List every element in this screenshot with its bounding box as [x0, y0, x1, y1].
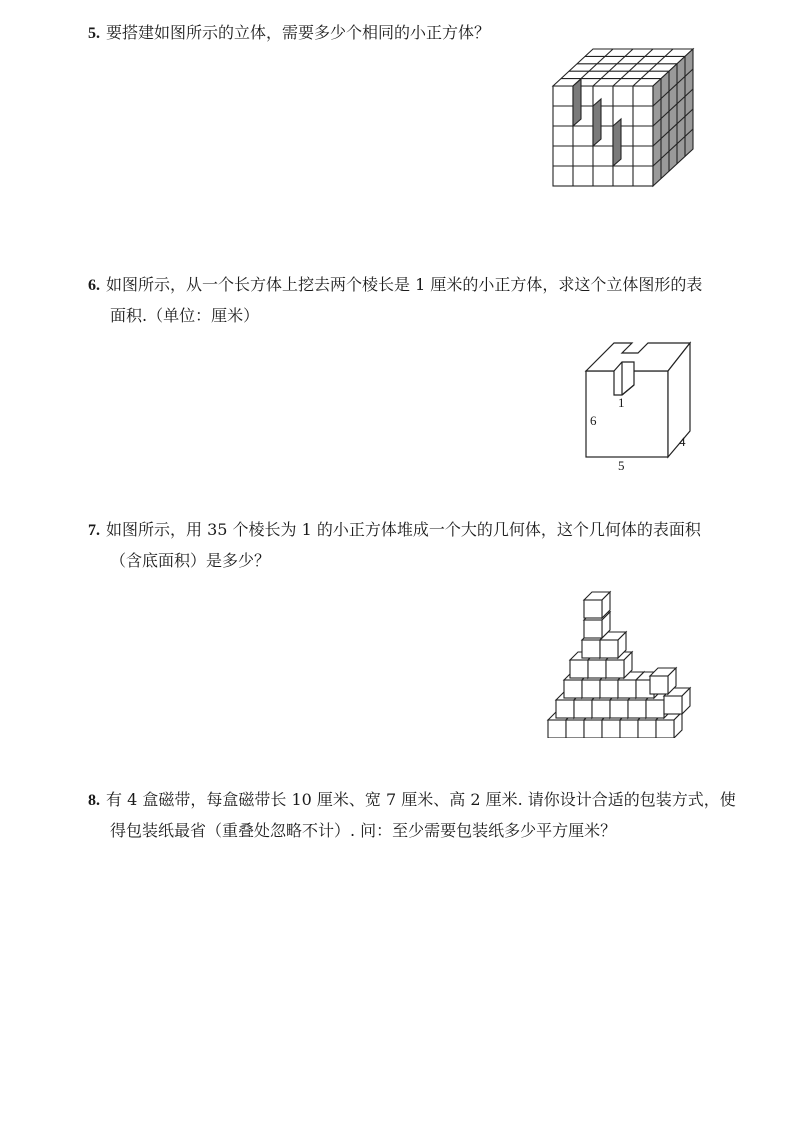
question-6	[88, 270, 702, 331]
front-face	[553, 86, 653, 186]
label-cut-edge: 1	[618, 395, 625, 410]
question-text: 要搭建如图所示的立体，需要多少个相同的小正方体？	[106, 23, 491, 42]
question-number: 5.	[88, 25, 100, 42]
label-depth: 4	[679, 434, 686, 449]
question-text: 如图所示，用 35 个棱长为 1 的小正方体堆成一个大的几何体，这个几何体的表面积	[106, 520, 701, 539]
label-width: 5	[618, 458, 625, 473]
label-height: 6	[590, 413, 597, 428]
question-number: 8.	[88, 792, 100, 809]
question-7-line-2: （含底面积）是多少？	[110, 551, 271, 570]
question-5	[88, 18, 490, 49]
question-8	[88, 785, 736, 846]
unit-cube	[650, 668, 676, 694]
question-8-line-2: 得包装纸最省（重叠处忽略不计）. 问：至少需要包装纸多少平方厘米？	[110, 821, 617, 840]
question-number: 7.	[88, 522, 100, 539]
question-text: 有 4 盒磁带，每盒磁带长 10 厘米、宽 7 厘米、高 2 厘米. 请你设计合适的包装方式，使	[106, 790, 736, 809]
question-7-line-1	[88, 515, 701, 546]
question-text: 如图所示，从一个长方体上挖去两个棱长是 1 厘米的小正方体，求这个立体图形的表	[106, 275, 703, 294]
question-6-line-1	[88, 270, 702, 301]
cube-stack-figure	[548, 44, 700, 194]
question-5-line-1	[88, 18, 490, 49]
cuboid-figure	[578, 335, 702, 475]
question-8-line-1	[88, 785, 736, 816]
question-number: 6.	[88, 277, 100, 294]
question-7	[88, 515, 701, 576]
question-6-line-2: 面积.（单位：厘米）	[110, 306, 260, 325]
cube-pyramid-figure	[544, 582, 694, 738]
unit-cube	[584, 592, 610, 618]
